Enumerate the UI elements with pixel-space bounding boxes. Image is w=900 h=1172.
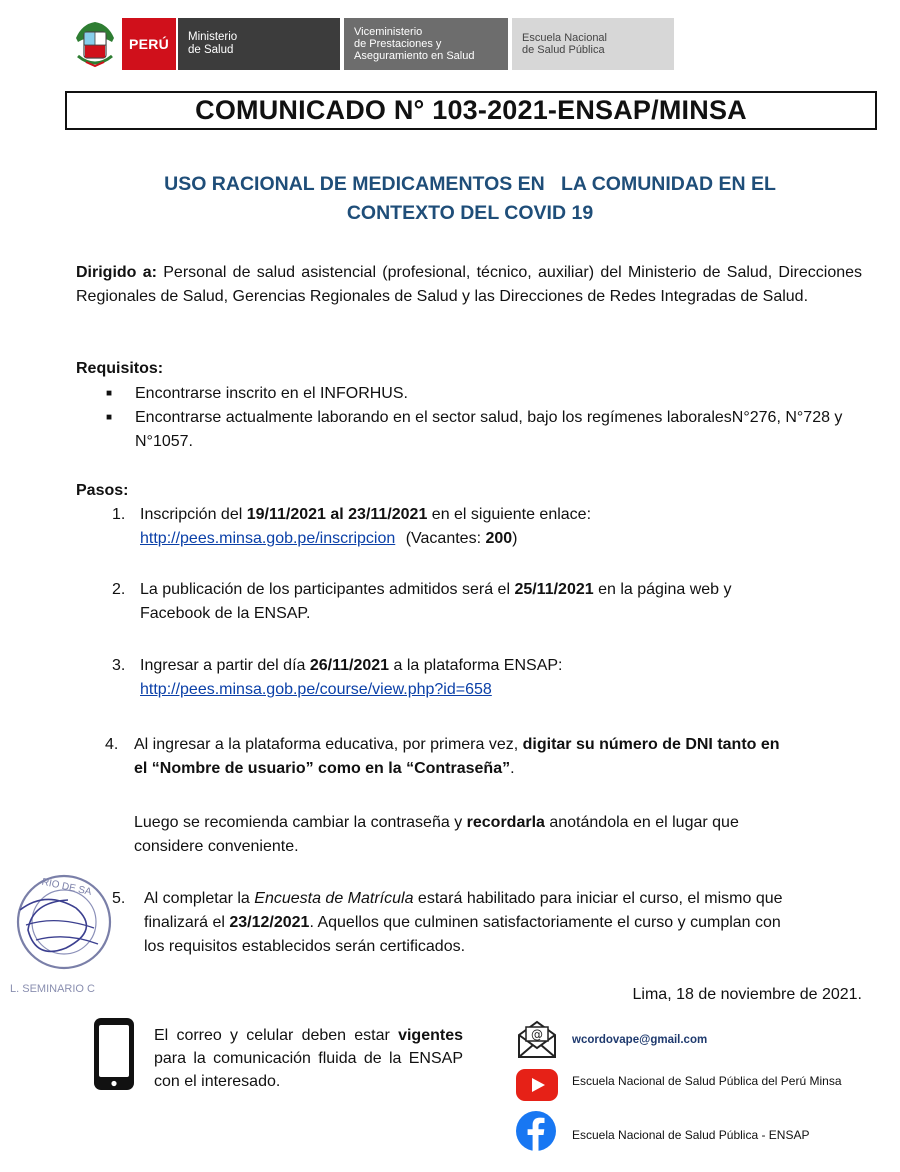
step-number: 5. [112,890,126,907]
step-number: 2. [112,581,126,598]
course-link[interactable]: http://pees.minsa.gob.pe/course/view.php?id=658 [140,681,492,698]
requisitos-label: Requisitos: [76,360,164,377]
email-icon [516,1018,558,1060]
svg-text:@: @ [531,1027,543,1042]
youtube-icon[interactable] [515,1067,559,1103]
ministerio-label: Ministerio de Salud [176,18,340,70]
escuela-label: Escuela Nacional de Salud Pública [512,18,674,70]
seal-stamp [6,870,116,1000]
peru-crest-icon [72,18,118,70]
subtitle: USO RACIONAL DE MEDICAMENTOS EN LA COMUNIDAD EN EL CONTEXTO DEL COVID 19 [164,173,776,224]
vacantes: (Vacantes: 200) [405,530,518,547]
step-2-text: La publicación de los participantes admitidos será el 25/11/2021 en la página web y Facebook de la ENSAP. [140,581,732,622]
pasos-label: Pasos: [76,482,129,499]
peru-label: PERÚ [122,18,176,70]
step-4-text: Al ingresar a la plataforma educativa, por primera vez, digitar su número de DNI tanto en el “Nombre de usuario” como en la “Contraseña”. [134,736,780,777]
youtube-channel[interactable]: Escuela Nacional de Salud Pública del Perú Minsa [572,1074,842,1088]
step-number: 1. [112,506,126,523]
step-1-text: Inscripción del 19/11/2021 al 23/11/2021 en el siguiente enlace: [140,506,592,523]
facebook-page[interactable]: Escuela Nacional de Salud Pública - ENSAP [572,1128,810,1142]
step-number: 3. [112,657,126,674]
svg-text:L. SEMINARIO C: L. SEMINARIO C [10,983,95,995]
dirigido-paragraph [76,261,862,309]
step-5-text: Al completar la Encuesta de Matrícula estará habilitado para iniciar el curso, el mismo que finalizará el 23/12/2021. Aquellos que culminen satisfactoriamente el curso y cumplan con los requisitos establecidos serán certificados. [144,890,783,955]
dirigido-text: Personal de salud asistencial (profesional, técnico, auxiliar) del Ministerio de Salud, Direcciones Regionales de Salud, Gerencias Regionales de Salud y las Direcciones de Redes Integradas de Salud. [76,264,863,305]
date-line: Lima, 18 de noviembre de 2021. [632,986,862,1003]
email-address[interactable]: wcordovape@gmail.com [572,1034,708,1046]
viceministerio-label: Viceministerio de Prestaciones y Aseguramiento en Salud [344,18,508,70]
step-4-note: Luego se recomienda cambiar la contraseña y recordarla anotándola en el lugar que considere conveniente. [134,814,739,855]
step-3-text: Ingresar a partir del día 26/11/2021 a la plataforma ENSAP: http://pees.minsa.gob.pe/course/view.php?id=658 [140,657,563,698]
inscripcion-link[interactable]: http://pees.minsa.gob.pe/inscripcion [140,530,396,547]
facebook-icon[interactable] [515,1110,557,1152]
page-title: COMUNICADO N° 103-2021-ENSAP/MINSA [65,91,877,130]
header-logos [72,18,674,70]
contact-note: El correo y celular deben estar vigentes para la comunicación fluida de la ENSAP con el interesado. [154,1027,463,1090]
step-1-link-line [140,527,860,551]
svg-text:RIO DE SA: RIO DE SA [40,876,93,898]
phone-icon [92,1016,136,1092]
step-number: 4. [105,736,119,753]
dirigido-label: Dirigido a: [76,264,157,281]
